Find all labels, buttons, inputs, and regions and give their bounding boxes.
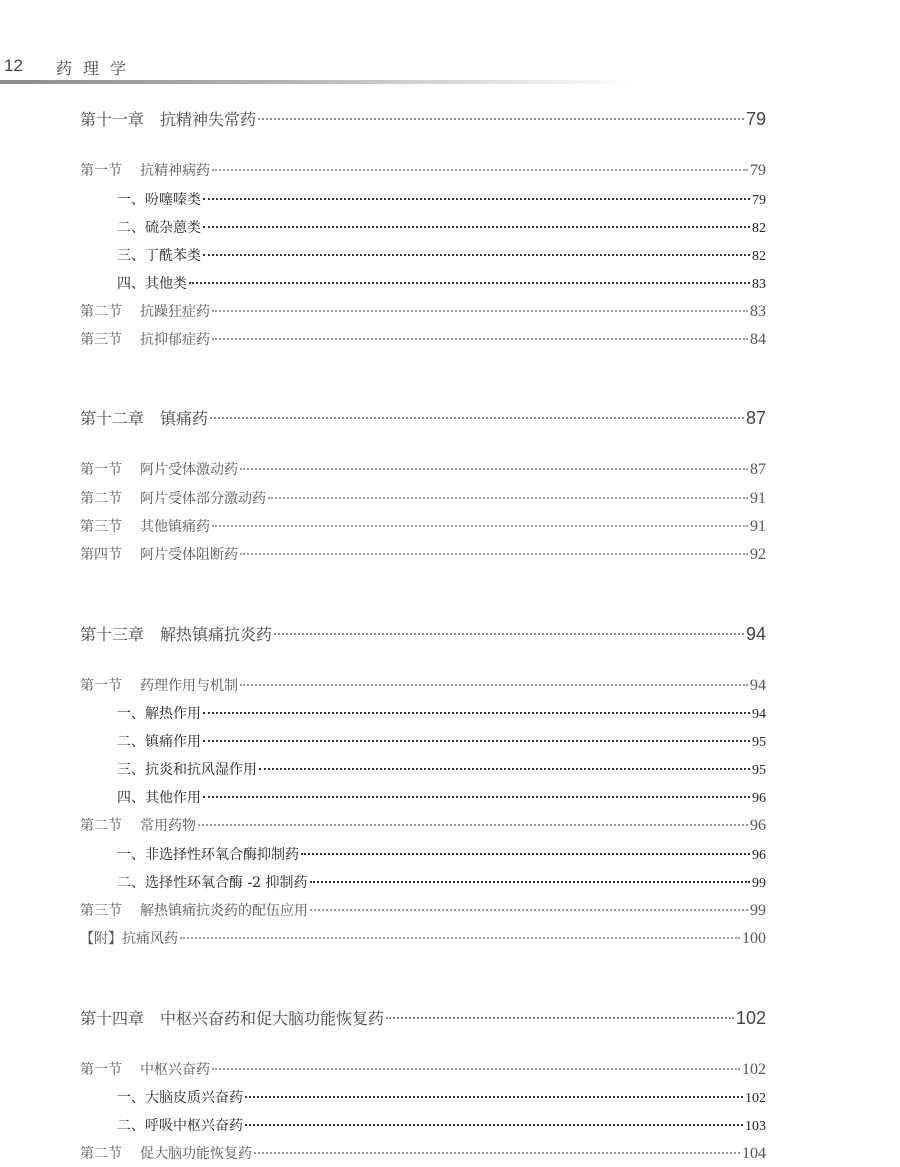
chapter-title: 抗精神失常药 <box>160 110 257 129</box>
section-title: 其他镇痛药 <box>140 519 210 535</box>
item-title: 二、硫杂蒽类 <box>117 220 201 236</box>
dot-leader <box>203 796 750 798</box>
section-number: 第三节 <box>80 903 122 919</box>
toc-section[interactable] <box>80 459 766 479</box>
dot-leader <box>386 1017 734 1019</box>
dot-leader <box>240 684 748 686</box>
dot-leader <box>310 909 748 911</box>
toc-chapter-13[interactable] <box>80 622 766 645</box>
section-title: 抗精神病药 <box>140 163 210 179</box>
section-page: 79 <box>750 162 766 179</box>
section-page: 102 <box>742 1061 766 1078</box>
dot-leader <box>310 881 750 883</box>
item-page: 99 <box>752 876 766 891</box>
toc-section[interactable] <box>80 544 766 564</box>
toc-item[interactable] <box>117 844 766 864</box>
dot-leader <box>240 553 748 555</box>
section-title: 药理作用与机制 <box>140 678 238 694</box>
toc-section[interactable] <box>80 516 766 536</box>
dot-leader <box>203 712 750 714</box>
toc-item[interactable] <box>117 731 766 751</box>
toc-chapter-12[interactable] <box>80 406 766 429</box>
chapter-number: 第十三章 <box>80 625 145 644</box>
item-page: 96 <box>752 791 766 806</box>
book-title: 药理学 <box>56 59 138 78</box>
item-page: 82 <box>752 221 766 236</box>
toc-section[interactable] <box>80 301 766 321</box>
item-title: 一、解热作用 <box>117 706 201 722</box>
dot-leader <box>212 338 748 340</box>
dot-leader <box>259 768 750 770</box>
section-title: 解热镇痛抗炎药的配伍应用 <box>140 903 308 919</box>
section-title: 促大脑功能恢复药 <box>140 1146 252 1162</box>
item-page: 95 <box>752 763 766 778</box>
section-page: 84 <box>750 331 766 348</box>
header-rule <box>0 80 640 84</box>
toc-section[interactable] <box>80 329 766 349</box>
running-header <box>0 52 900 86</box>
section-page: 91 <box>750 490 766 507</box>
dot-leader <box>240 468 748 470</box>
item-title: 二、镇痛作用 <box>117 734 201 750</box>
chapter-page: 87 <box>745 408 766 428</box>
dot-leader <box>268 497 748 499</box>
toc-item[interactable] <box>117 273 766 293</box>
toc-section[interactable] <box>80 815 766 835</box>
dot-leader <box>189 282 750 284</box>
chapter-number: 第十二章 <box>80 409 145 428</box>
section-number: 第一节 <box>80 462 122 478</box>
section-title: 中枢兴奋药 <box>140 1062 210 1078</box>
dot-leader <box>301 853 750 855</box>
item-title: 一、吩噻嗪类 <box>117 192 201 208</box>
section-page: 87 <box>750 461 766 478</box>
section-page: 94 <box>750 677 766 694</box>
appendix-marker: 【附】 <box>80 931 122 947</box>
section-title: 阿片受体部分激动药 <box>140 491 266 507</box>
dot-leader <box>203 198 750 200</box>
section-number: 第一节 <box>80 678 122 694</box>
section-title: 阿片受体激动药 <box>140 462 238 478</box>
chapter-title: 解热镇痛抗炎药 <box>160 625 273 644</box>
chapter-page: 102 <box>735 1008 766 1028</box>
section-page: 83 <box>750 303 766 320</box>
section-number: 第二节 <box>80 491 122 507</box>
section-title: 抗躁狂症药 <box>140 304 210 320</box>
chapter-title: 中枢兴奋药和促大脑功能恢复药 <box>160 1009 385 1028</box>
toc-appendix[interactable] <box>80 928 766 948</box>
section-number: 第二节 <box>80 304 122 320</box>
dot-leader <box>198 824 748 826</box>
item-page: 102 <box>745 1091 766 1106</box>
item-page: 79 <box>752 193 766 208</box>
item-title: 三、抗炎和抗风湿作用 <box>117 762 257 778</box>
item-page: 94 <box>752 707 766 722</box>
item-title: 二、选择性环氧合酶 -2 抑制药 <box>117 875 308 891</box>
section-number: 第一节 <box>80 163 122 179</box>
toc-section[interactable] <box>80 675 766 695</box>
dot-leader <box>245 1096 743 1098</box>
toc-item[interactable] <box>117 1115 766 1135</box>
section-number: 第二节 <box>80 818 122 834</box>
item-title: 一、非选择性环氧合酶抑制药 <box>117 847 299 863</box>
toc-section[interactable] <box>80 900 766 920</box>
section-title: 阿片受体阻断药 <box>140 547 238 563</box>
dot-leader <box>212 525 748 527</box>
section-number: 第一节 <box>80 1062 122 1078</box>
section-page: 104 <box>742 1145 766 1162</box>
item-page: 96 <box>752 848 766 863</box>
dot-leader <box>258 118 744 120</box>
dot-leader <box>180 937 740 939</box>
item-page: 103 <box>745 1119 766 1134</box>
toc-section[interactable] <box>80 488 766 508</box>
section-number: 第三节 <box>80 332 122 348</box>
section-number: 第二节 <box>80 1146 122 1162</box>
dot-leader <box>274 633 744 635</box>
chapter-page: 79 <box>745 109 766 129</box>
dot-leader <box>203 254 750 256</box>
toc-section[interactable] <box>80 1143 766 1163</box>
chapter-number: 第十四章 <box>80 1009 145 1028</box>
dot-leader <box>203 740 750 742</box>
section-number: 第四节 <box>80 547 122 563</box>
dot-leader <box>210 417 744 419</box>
toc-chapter-14[interactable] <box>80 1006 766 1029</box>
item-title: 一、大脑皮质兴奋药 <box>117 1090 243 1106</box>
toc-chapter-11[interactable] <box>80 107 766 130</box>
chapter-number: 第十一章 <box>80 110 145 129</box>
dot-leader <box>212 310 748 312</box>
toc-item[interactable] <box>117 703 766 723</box>
section-page: 91 <box>750 518 766 535</box>
toc-item[interactable] <box>117 1087 766 1107</box>
dot-leader <box>203 226 750 228</box>
section-title: 抗抑郁症药 <box>140 332 210 348</box>
dot-leader <box>212 169 748 171</box>
toc-item[interactable] <box>117 759 766 779</box>
toc-item[interactable] <box>117 245 766 265</box>
toc-item[interactable] <box>117 189 766 209</box>
toc-item[interactable] <box>117 787 766 807</box>
toc-item[interactable] <box>117 872 766 892</box>
section-page: 92 <box>750 546 766 563</box>
section-number: 第三节 <box>80 519 122 535</box>
toc-section[interactable] <box>80 160 766 180</box>
item-title: 四、其他类 <box>117 276 187 292</box>
chapter-title: 镇痛药 <box>160 409 209 428</box>
toc-section[interactable] <box>80 1059 766 1079</box>
section-page: 99 <box>750 902 766 919</box>
item-page: 82 <box>752 249 766 264</box>
dot-leader <box>245 1124 743 1126</box>
item-page: 95 <box>752 735 766 750</box>
section-page: 100 <box>742 930 766 947</box>
section-page: 96 <box>750 817 766 834</box>
item-title: 三、丁酰苯类 <box>117 248 201 264</box>
section-title: 常用药物 <box>140 818 196 834</box>
page-number: 12 <box>4 56 23 75</box>
dot-leader <box>254 1152 740 1154</box>
chapter-page: 94 <box>745 624 766 644</box>
section-title: 抗痛风药 <box>122 931 178 947</box>
item-page: 83 <box>752 277 766 292</box>
dot-leader <box>212 1068 740 1070</box>
toc-item[interactable] <box>117 217 766 237</box>
item-title: 四、其他作用 <box>117 790 201 806</box>
item-title: 二、呼吸中枢兴奋药 <box>117 1118 243 1134</box>
